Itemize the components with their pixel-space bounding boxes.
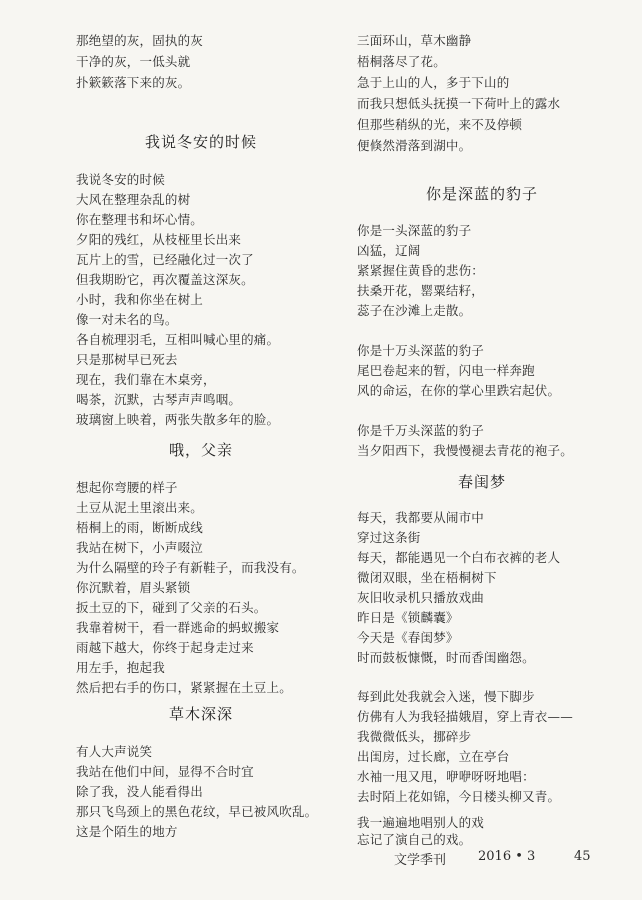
poem-title: 春闺梦	[457, 473, 506, 491]
poem-line: 你在整理书和坏心情。	[76, 212, 204, 227]
poem-line: 土豆从泥土里滚出来。	[76, 500, 204, 515]
poem-line: 昨日是《锁麟囊》	[357, 610, 459, 625]
poem-line: 为什么隔壁的玲子有新鞋子，而我没有。	[76, 560, 305, 575]
poem-title: 你是深蓝的豹子	[425, 185, 538, 203]
intro-line: 三面环山，草木幽静	[357, 33, 472, 48]
poem-line: 除了我，没人能看得出	[76, 784, 204, 799]
poem-line: 我靠着树干，看一群逃命的蚂蚁搬家	[76, 620, 280, 635]
magazine-name: 文学季刊	[394, 853, 447, 868]
poem-line: 用左手，抱起我	[76, 660, 165, 675]
poem-title: 哦，父亲	[168, 441, 233, 459]
page-number: 45	[574, 849, 591, 864]
poem-line: 凶猛，辽阔	[357, 243, 421, 258]
poem-line: 扶桑开花，罂粟结籽，	[357, 283, 485, 298]
poem-line: 你沉默着，眉头紧锁	[76, 580, 191, 595]
intro-line: 扑簌簌落下来的灰。	[76, 75, 191, 90]
poem-line: 想起你弯腰的样子	[76, 480, 178, 495]
poem-line: 仿佛有人为我轻描娥眉，穿上青衣——	[357, 709, 573, 724]
intro-line: 那绝望的灰，固执的灰	[76, 33, 204, 48]
poem-line: 紧紧握住黄昏的悲伤：	[357, 263, 485, 278]
poem-line: 雨越下越大，你终于起身走过来	[76, 640, 254, 655]
intro-line: 梧桐落尽了花。	[357, 54, 446, 69]
intro-line: 急于上山的人，多于下山的	[357, 75, 510, 90]
poem-line: 只是那树早已死去	[76, 352, 178, 367]
poem-line: 有人大声说笑	[76, 744, 153, 759]
poem-line: 各自梳理羽毛，互相叫喊心里的痛。	[76, 332, 280, 347]
poem-line: 梧桐上的雨，断断成线	[76, 520, 204, 535]
poem-line: 蕊子在沙滩上走散。	[357, 303, 472, 318]
poem-line: 夕阳的残红，从枝桠里长出来	[76, 232, 242, 247]
poem-line: 那只飞鸟颈上的黑色花纹，早已被风吹乱。	[76, 804, 318, 819]
poem-line: 大风在整理杂乱的树	[76, 192, 191, 207]
issue-number: 2016 • 3	[478, 849, 536, 864]
poem-line: 水袖一甩又甩，咿咿呀呀地唱：	[357, 769, 535, 784]
poem-line: 喝茶，沉默，古琴声声鸣咽。	[76, 392, 242, 407]
intro-line: 而我只想低头抚摸一下荷叶上的露水	[357, 96, 561, 111]
poem-line: 小时，我和你坐在树上	[76, 292, 204, 307]
poem-line: 像一对未名的鸟。	[76, 312, 178, 327]
poem-line: 然后把右手的伤口，紧紧握在土豆上。	[76, 680, 292, 695]
poem-line: 每到此处我就会入迷，慢下脚步	[357, 689, 535, 704]
poem-line: 我微微低头，挪碎步	[357, 729, 472, 744]
poem-line: 但我期盼它，再次覆盖这深灰。	[76, 272, 254, 287]
poem-line: 微闭双眼，坐在梧桐树下	[357, 570, 497, 585]
poem-line: 你是十万头深蓝的豹子	[357, 343, 485, 358]
poem-line: 每天，都能遇见一个白布衣裤的老人	[357, 550, 561, 565]
intro-line: 便倏然滑落到湖中。	[357, 138, 472, 153]
poem-line: 去时陌上花如锦，今日楼头柳又青。	[357, 789, 561, 804]
poem-line: 每天，我都要从闹市中	[357, 510, 485, 525]
poem-line: 我站在树下，小声啜泣	[76, 540, 204, 555]
poem-line: 我说冬安的时候	[76, 172, 165, 187]
poem-title: 草木深深	[168, 705, 233, 723]
poem-line: 风的命运，在你的掌心里跌宕起伏。	[357, 383, 561, 398]
poem-line: 忘记了演自己的戏。	[357, 832, 472, 847]
poem-line: 灰旧收录机只播放戏曲	[357, 590, 485, 605]
poem-line: 尾巴卷起来的暂，闪电一样奔跑	[357, 363, 535, 378]
poem-line: 现在，我们靠在木桌旁，	[76, 372, 216, 387]
intro-line: 但那些稍纵的光，来不及停顿	[357, 117, 523, 132]
intro-line: 干净的灰，一低头就	[76, 54, 191, 69]
poem-line: 我一遍遍地唱别人的戏	[357, 815, 485, 830]
poem-line: 今天是《春闺梦》	[357, 630, 459, 645]
poem-line: 玻璃窗上映着，两张失散多年的脸。	[76, 412, 280, 427]
poem-line: 出闺房，过长廊，立在亭台	[357, 749, 510, 764]
poem-title: 我说冬安的时候	[144, 133, 257, 151]
poem-line: 瓦片上的雪，已经融化过一次了	[76, 252, 254, 267]
poem-line: 穿过这条街	[357, 530, 421, 545]
poem-line: 当夕阳西下，我慢慢褪去青花的袍子。	[357, 443, 573, 458]
poem-line: 你是千万头深蓝的豹子	[357, 423, 485, 438]
poem-line: 你是一头深蓝的豹子	[357, 223, 472, 238]
poem-line: 扳土豆的下，碰到了父亲的石头。	[76, 600, 267, 615]
poem-line: 时而鼓板慷慨，时而香闺幽怨。	[357, 650, 535, 665]
poem-line: 这是个陌生的地方	[76, 824, 178, 839]
poem-line: 我站在他们中间，显得不合时宜	[76, 764, 254, 779]
